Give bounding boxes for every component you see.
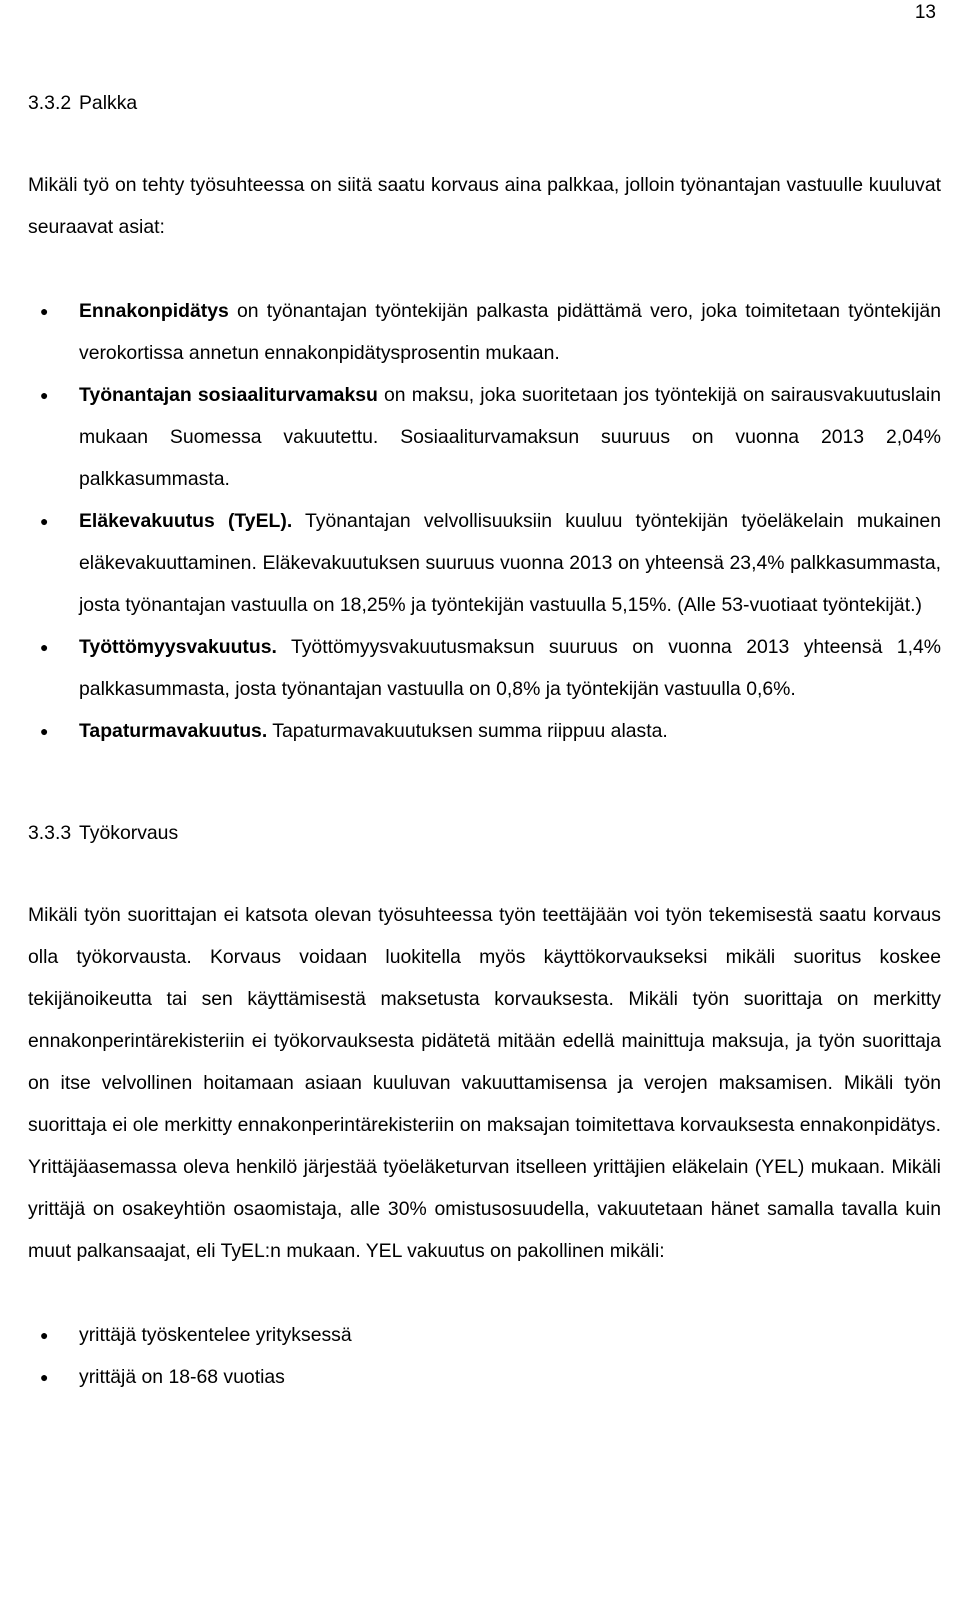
- list-item-text: on maksu, joka suoritetaan jos työntekijä on sairausvakuutuslain mukaan Suomessa vakuutettu. Sosiaaliturvamaksun suuruus on vuonna 2013 2,04% palkkasummasta.: [79, 384, 941, 490]
- list-item-term: Työnantajan sosiaaliturvamaksu: [79, 384, 378, 406]
- bullet-icon: ●: [40, 387, 49, 403]
- list-item-text: Työnantajan velvollisuuksiin kuuluu työntekijän työeläkelain mukainen eläkevakuuttaminen. Eläkevakuutuksen suuruus vuonna 2013 on yhteensä 23,4% palkkasummasta, josta työnantajan vastuulla on 18,25% ja työntekijän vastuulla 5,15%. (Alle 53-vuotiaat työntekijät.): [79, 510, 941, 616]
- section-intro: Mikäli työ on tehty työsuhteessa on siitä saatu korvaus aina palkkaa, jolloin työnantajan vastuulle kuuluvat seuraavat asiat:: [28, 174, 941, 238]
- bullet-icon: ●: [40, 513, 49, 529]
- list-item: [28, 374, 941, 500]
- list-item-text: Työttömyysvakuutusmaksun suuruus on vuonna 2013 yhteensä 1,4% palkkasummasta, josta työnantajan vastuulla on 0,8% ja työntekijän vastuulla 0,6%.: [79, 636, 941, 700]
- list-item-term: Työttömyysvakuutus.: [79, 636, 277, 658]
- list-item-text: yrittäjä on 18-68 vuotias: [79, 1366, 285, 1388]
- list-item-text: on työnantajan työntekijän palkasta pidättämä vero, joka toimitetaan työntekijän verokortissa annetun ennakonpidätysprosentin mukaan.: [79, 300, 941, 364]
- section-heading-palkka: [28, 82, 941, 124]
- bullet-icon: ●: [40, 639, 49, 655]
- list-item: [28, 1356, 941, 1398]
- section-number: 3.3.3: [28, 822, 72, 844]
- section-number: 3.3.2: [28, 92, 72, 114]
- bullet-icon: ●: [40, 723, 49, 739]
- list-item-text: yrittäjä työskentelee yrityksessä: [79, 1324, 352, 1346]
- bullet-icon: ●: [40, 1369, 49, 1385]
- bullet-icon: ●: [40, 1327, 49, 1343]
- list-item-term: Eläkevakuutus (TyEL).: [79, 510, 293, 532]
- yel-conditions-list: [28, 1314, 941, 1398]
- list-item: [28, 290, 941, 374]
- list-item: [28, 626, 941, 710]
- bullet-icon: ●: [40, 303, 49, 319]
- list-item: [28, 500, 941, 626]
- document-body: [28, 82, 941, 1398]
- list-item: [28, 710, 941, 752]
- section-title: Palkka: [79, 92, 138, 114]
- page-number: 13: [914, 2, 936, 23]
- list-item-text: Tapaturmavakuutuksen summa riippuu alasta.: [267, 720, 668, 742]
- employer-obligations-list: [28, 290, 941, 752]
- section-title: Työkorvaus: [79, 822, 179, 844]
- list-item-term: Tapaturmavakuutus.: [79, 720, 268, 742]
- list-item: [28, 1314, 941, 1356]
- list-item-term: Ennakonpidätys: [79, 300, 229, 322]
- section-heading-tyokorvaus: [28, 812, 941, 854]
- section-paragraph: Mikäli työn suorittajan ei katsota olevan työsuhteessa työn teettäjään voi työn tekemisestä saatu korvaus olla työkorvausta. Korvaus voidaan luokitella myös käyttökorvaukseksi mikäli suoritus koskee tekijänoikeutta tai sen käyttämisestä maksetusta korvauksesta. Mikäli työn suorittaja on merkitty ennakonperintärekisteriin ei työkorvauksesta pidätetä mitään edellä mainittuja maksuja, ja työn suorittaja on itse velvollinen hoitamaan asiaan kuuluvan vakuuttamisensa ja verojen maksamisen. Mikäli työn suorittaja ei ole merkitty ennakonperintärekisteriin on maksajan toimitettava korvauksesta ennakonpidätys. Yrittäjäasemassa oleva henkilö järjestää työeläketurvan itselleen yrittäjien eläkelain (YEL) mukaan. Mikäli yrittäjä on osakeyhtiön osaomistaja, alle 30% omistusosuudella, vakuutetaan hänet samalla tavalla kuin muut palkansaajat, eli TyEL:n mukaan. YEL vakuutus on pakollinen mikäli:: [28, 904, 941, 1262]
